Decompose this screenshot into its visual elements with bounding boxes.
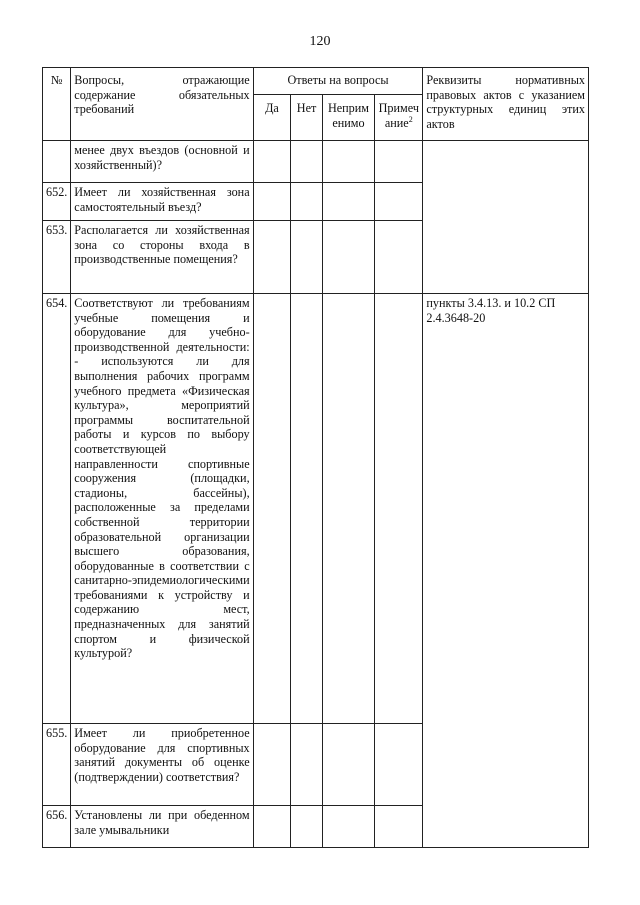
header-questions: Вопросы, отражающие содержание обязательных требований — [71, 68, 253, 141]
checklist-table — [42, 67, 589, 848]
row-number: 652. — [43, 183, 71, 221]
header-not-applicable: Неприм енимо — [322, 95, 374, 141]
row-number: 654. — [43, 294, 71, 724]
header-yes: Да — [253, 95, 291, 141]
row-number: 655. — [43, 724, 71, 806]
answer-na-cell[interactable] — [322, 294, 374, 724]
answer-note-cell[interactable] — [375, 221, 423, 294]
row-requisites — [423, 141, 589, 294]
header-requisites: Реквизиты нормативных правовых актов с указанием структурных единиц этих актов — [423, 68, 589, 141]
answer-no-cell[interactable] — [291, 724, 322, 806]
answer-no-cell[interactable] — [291, 294, 322, 724]
row-question: Располагается ли хозяйственная зона со стороны входа в производственные помещения? — [71, 221, 253, 294]
answer-note-cell[interactable] — [375, 724, 423, 806]
answer-note-cell[interactable] — [375, 141, 423, 183]
row-question: Соответствуют ли требованиям учебные помещения и оборудование для учебно-производственной деятельности: - используются ли для выполнения рабочих программ учебного предмета «Физическая культура», мероприятий программы воспитательной работы и курсов по выбору соответствующей направленности спортивные сооружения (площадки, стадионы, бассейны), расположенные за пределами собственной территории образовательной организации высшего образования, оборудованные в соответствии с санитарно-эпидемиологическими требованиями к устройству и содержанию мест, предназначенных для занятий спортом и физической культурой? — [71, 294, 253, 724]
answer-yes-cell[interactable] — [253, 141, 291, 183]
answer-na-cell[interactable] — [322, 221, 374, 294]
answer-yes-cell[interactable] — [253, 183, 291, 221]
row-question: Установлены ли при обеденном зале умывальники — [71, 806, 253, 848]
row-question: менее двух въездов (основной и хозяйственный)? — [71, 141, 253, 183]
answer-no-cell[interactable] — [291, 806, 322, 848]
row-number: 653. — [43, 221, 71, 294]
answer-na-cell[interactable] — [322, 724, 374, 806]
row-number — [43, 141, 71, 183]
row-question: Имеет ли хозяйственная зона самостоятельный въезд? — [71, 183, 253, 221]
answer-no-cell[interactable] — [291, 183, 322, 221]
answer-yes-cell[interactable] — [253, 294, 291, 724]
answer-no-cell[interactable] — [291, 221, 322, 294]
answer-note-cell[interactable] — [375, 294, 423, 724]
header-answers: Ответы на вопросы — [253, 68, 423, 95]
header-note: Примеч ание$^2$ — [375, 95, 423, 141]
row-number: 656. — [43, 806, 71, 848]
answer-na-cell[interactable] — [322, 141, 374, 183]
table-row — [43, 294, 589, 724]
answer-note-cell[interactable] — [375, 183, 423, 221]
header-no: Нет — [291, 95, 322, 141]
row-requisites: пункты 3.4.13. и 10.2 СП 2.4.3648-20 — [423, 294, 589, 848]
answer-no-cell[interactable] — [291, 141, 322, 183]
answer-yes-cell[interactable] — [253, 221, 291, 294]
answer-note-cell[interactable] — [375, 806, 423, 848]
table-row — [43, 141, 589, 183]
answer-yes-cell[interactable] — [253, 724, 291, 806]
answer-na-cell[interactable] — [322, 183, 374, 221]
page-number: 120 — [309, 34, 331, 49]
row-question: Имеет ли приобретенное оборудование для спортивных занятий документы об оценке (подтверждении) соответствия? — [71, 724, 253, 806]
header-number: № — [43, 68, 71, 141]
answer-na-cell[interactable] — [322, 806, 374, 848]
answer-yes-cell[interactable] — [253, 806, 291, 848]
